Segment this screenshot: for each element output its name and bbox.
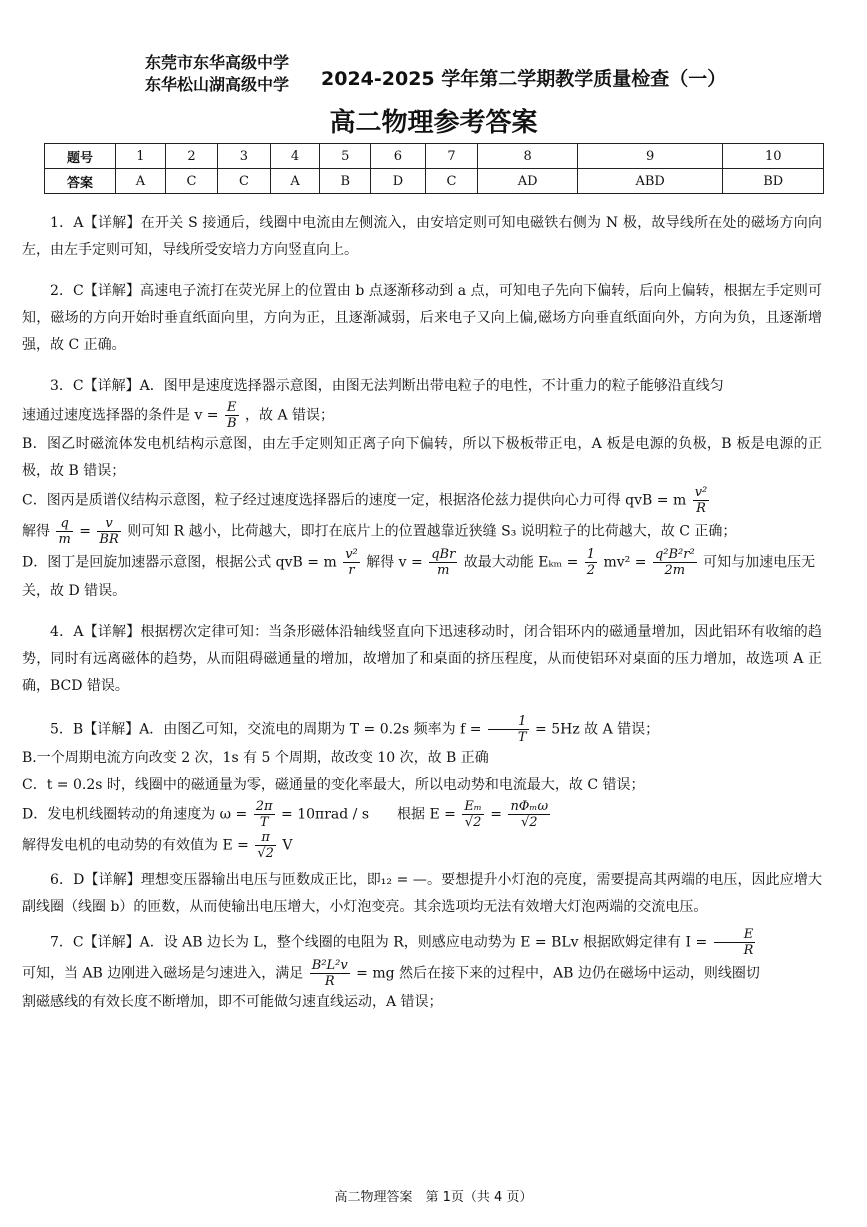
question-number: 5 xyxy=(320,144,371,169)
numerator: q xyxy=(56,516,72,532)
denominator: B xyxy=(227,416,237,431)
solutions-body xyxy=(22,210,822,1016)
fraction xyxy=(693,485,710,516)
q5-line-e xyxy=(22,830,822,861)
numerator: Eₘ xyxy=(464,799,482,814)
numerator: q²B²r² xyxy=(654,547,695,562)
answer-cell: A xyxy=(116,169,166,194)
q7-line-c: 割磁感线的有效长度不断增加，即不可能做匀速直线运动，A 错误； xyxy=(22,994,443,1010)
q5-e-text: 解得发电机的电动势的有效值为 E = xyxy=(22,837,249,854)
solution-q1: 1．A【详解】在开关 S 接通后，线圈中电流由左侧流入，由安培定则可知电磁铁右侧为 N 极，故导线所在处的磁场方向向左，由左手定则可知，导线所受安培力方向竖直向上。 xyxy=(22,215,822,258)
numerator: nΦₘω xyxy=(510,799,549,814)
answer-table xyxy=(44,143,824,194)
page-footer: 高二物理答案 第 1页（共 4 页） xyxy=(334,1190,533,1205)
q7-a-text: 7．C【详解】A．设 AB 边长为 L，整个线圈的电阻为 R，则感应电动势为 E = BLv 根据欧姆定律有 I = xyxy=(50,934,708,951)
denominator: R xyxy=(324,974,335,989)
header xyxy=(145,52,825,100)
answer-table-row-numbers xyxy=(45,144,824,169)
fraction xyxy=(714,927,756,958)
denominator: √2 xyxy=(464,815,482,830)
question-number: 7 xyxy=(425,144,477,169)
answer-cell: C xyxy=(425,169,477,194)
answer-cell: B xyxy=(320,169,371,194)
answer-table-row-answers xyxy=(45,169,824,194)
page-title: 高二物理参考答案 xyxy=(329,108,538,138)
numerator: E xyxy=(714,927,756,943)
q7-b-text-post: = mg 然后在接下来的过程中，AB 边仍在磁场中运动，则线圈切 xyxy=(356,965,760,982)
denominator: R xyxy=(696,501,706,516)
exam-title: 2024-2025 学年第二学期教学质量检查（一） xyxy=(321,68,727,90)
q7-line-a xyxy=(22,927,822,958)
q3-d-text: 故最大动能 Eₖₘ = xyxy=(463,554,579,571)
denominator: √2 xyxy=(257,846,274,861)
solution-q4: 4．A【详解】根据楞次定律可知：当条形磁体沿轴线竖直向下迅速移动时，闭合铝环内的磁通量增加，因此铝环有收缩的趋势，同时有远离磁体的趋势，从而阻碍磁通量的增加，故增加了和桌面的挤压程度，从而使铝环对桌面的压力增加，故选项 A 正确，BCD 错误。 xyxy=(22,624,822,694)
q5-a-text-post: = 5Hz 故 A 错误； xyxy=(535,721,660,738)
answer-cell: ABD xyxy=(577,169,722,194)
answer-cell: C xyxy=(165,169,217,194)
solution-q2: 2．C【详解】高速电子流打在荧光屏上的位置由 b 点逐渐移动到 a 点，可知电子先向下偏转，后向上偏转，根据左手定则可知，磁场的方向开始时垂直纸面向里，方向为正，且逐渐减弱，后来电子又向上偏,磁场方向垂直纸面向外，方向为负，且逐渐增强，故 C 正确。 xyxy=(22,283,822,353)
q3-line-c xyxy=(22,485,822,516)
q7-b-text: 可知，当 AB 边刚进入磁场是匀速进入，满足 xyxy=(22,965,304,982)
numerator: 1 xyxy=(586,547,596,562)
row-label-number: 题号 xyxy=(45,144,116,169)
q5-line-d xyxy=(22,799,822,830)
question-number: 6 xyxy=(371,144,426,169)
school-name-1: 东莞市东华高级中学 xyxy=(145,53,290,72)
answer-cell: AD xyxy=(478,169,578,194)
numerator: v² xyxy=(345,547,358,562)
solution-q5 xyxy=(22,714,822,861)
fraction xyxy=(97,516,120,547)
q3-c2-text: 解得 xyxy=(22,523,50,540)
q5-line-c: C．t = 0.2s 时，线圈中的磁通量为零，磁通量的变化率最大，所以电动势和电流最大，故 C 错误； xyxy=(22,777,645,793)
q3-d-text: 解得 v = xyxy=(366,554,423,571)
q5-a-text: 5．B【详解】A．由图乙可知，交流电的周期为 T = 0.2s 频率为 f = xyxy=(50,721,482,738)
fraction xyxy=(310,958,350,989)
fraction xyxy=(429,547,457,578)
equals: = xyxy=(490,806,502,823)
fraction xyxy=(585,547,597,578)
solution-q3 xyxy=(22,373,822,605)
denominator: T xyxy=(259,815,269,830)
numerator: B²L²v xyxy=(311,958,348,973)
denominator: R xyxy=(743,943,754,958)
q3-line-d xyxy=(22,547,822,578)
denominator: 2 xyxy=(586,563,596,578)
denominator: √2 xyxy=(520,815,538,830)
q3-line-d2: 关，故 D 错误。 xyxy=(22,583,127,599)
denominator: T xyxy=(517,730,527,745)
q3-line-a2 xyxy=(22,400,822,431)
equals: = xyxy=(79,523,91,540)
fraction xyxy=(255,830,276,861)
q3-a2-text: 速通过速度选择器的条件是 v = xyxy=(22,407,219,424)
denominator: BR xyxy=(99,532,119,547)
q3-d-text: D．图丁是回旋加速器示意图，根据公式 qvB = m xyxy=(22,554,337,571)
school-name-2: 东华松山湖高级中学 xyxy=(145,75,290,94)
question-number: 1 xyxy=(116,144,166,169)
denominator: m xyxy=(437,563,450,578)
answer-cell: A xyxy=(270,169,320,194)
numerator: E xyxy=(225,400,239,416)
fraction xyxy=(254,799,275,830)
q3-d-text-post: 可知与加速电压无 xyxy=(703,554,816,571)
fraction xyxy=(488,714,529,745)
q5-line-b: B.一个周期电流方向改变 2 次，1s 有 5 个周期，故改变 10 次，故 B 正确 xyxy=(22,750,489,766)
row-label-answer: 答案 xyxy=(45,169,116,194)
numerator: 1 xyxy=(488,714,529,730)
q3-line-b: B．图乙时磁流体发电机结构示意图，由左手定则知正离子向下偏转，所以下极板带正电，A 板是电源的负极，B 板是电源的正极，故 B 错误； xyxy=(22,436,822,479)
q3-d-text: mv² = xyxy=(603,554,647,571)
q3-line-c2 xyxy=(22,516,822,547)
fraction xyxy=(653,547,697,578)
q3-c2-text-post: 则可知 R 越小，比荷越大，即打在底片上的位置越靠近狭缝 S₃ 说明粒子的比荷越大，故 C 正确； xyxy=(127,523,737,540)
q3-c-text: C．图丙是质谱仪结构示意图，粒子经过速度选择器后的速度一定，根据洛伦兹力提供向心力可得 qvB = m xyxy=(22,492,687,509)
q3-line-a: 3．C【详解】A．图甲是速度选择器示意图，由图无法判断出带电粒子的电性，不计重力的粒子能够沿直线匀 xyxy=(50,378,724,394)
q3-a2-text-post: ，故 A 错误； xyxy=(245,407,335,424)
solution-q7 xyxy=(22,927,822,1016)
numerator: v² xyxy=(694,485,708,500)
solution-q6: 6．D【详解】理想变压器输出电压与匝数成正比，即₁₂ = —。要想提升小灯泡的亮度，需要提高其两端的电压，因此应增大副线圈（线圈 b）的匝数，从而使输出电压增大，小灯泡变亮。其余选项均无法有效增大灯泡两端的交流电压。 xyxy=(22,872,822,915)
denominator: r xyxy=(348,563,355,578)
numerator: 2π xyxy=(255,799,273,814)
denominator: 2m xyxy=(664,563,686,578)
answer-cell: BD xyxy=(723,169,824,194)
numerator: v xyxy=(97,516,120,532)
q5-d-text: D．发电机线圈转动的角速度为 ω = xyxy=(22,806,248,823)
question-number: 10 xyxy=(723,144,824,169)
q7-line-b xyxy=(22,958,822,989)
question-number: 3 xyxy=(218,144,270,169)
fraction xyxy=(343,547,360,578)
q5-e-text-post: V xyxy=(282,837,293,854)
question-number: 4 xyxy=(270,144,320,169)
numerator: π xyxy=(255,830,276,846)
fraction xyxy=(462,799,483,830)
fraction xyxy=(225,400,239,431)
fraction xyxy=(508,799,550,830)
question-number: 8 xyxy=(478,144,578,169)
answer-cell: D xyxy=(371,169,426,194)
answer-cell: C xyxy=(218,169,270,194)
q5-d-text: = 10πrad / s 根据 E = xyxy=(281,806,456,823)
question-number: 9 xyxy=(577,144,722,169)
question-number: 2 xyxy=(165,144,217,169)
fraction xyxy=(56,516,72,547)
numerator: qBr xyxy=(431,547,456,562)
school-names xyxy=(145,52,289,96)
q5-line-a xyxy=(22,714,822,745)
denominator: m xyxy=(58,532,71,547)
